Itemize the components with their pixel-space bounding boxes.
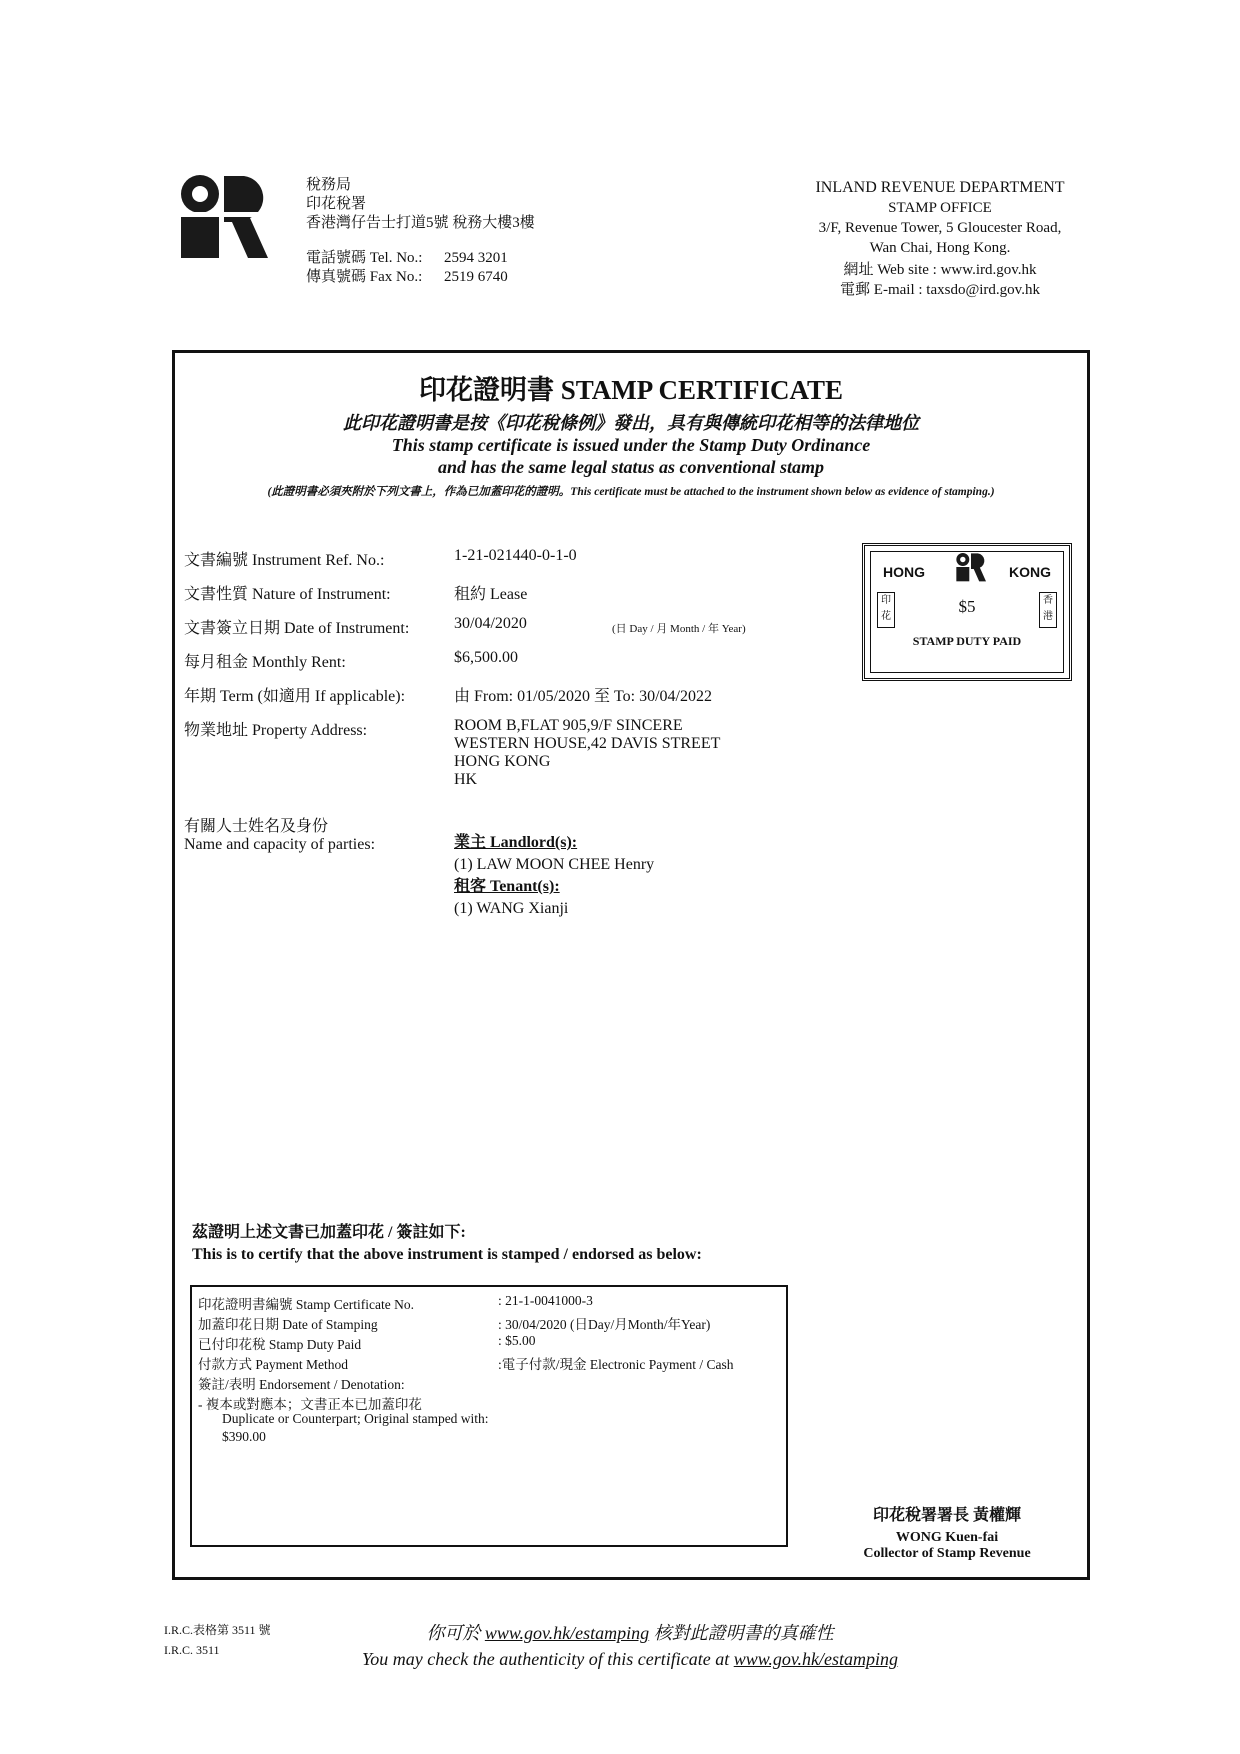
certify-statement [192, 1222, 702, 1266]
certificate-subtitle [172, 412, 1090, 503]
website[interactable]: 網址 Web site : www.ird.gov.hk [843, 262, 1037, 278]
fax-number: 2519 6740 [444, 269, 508, 285]
collector-signature [822, 1508, 1072, 1562]
subtitle-en-1: This stamp certificate is issued under the Stamp Duty Ordinance [391, 435, 871, 455]
endorsement-zh: - 複本或對應本；文書正本已加蓋印花 [198, 1397, 422, 1412]
parties-label-en: Name and capacity of parties: [184, 836, 376, 853]
date-label: 文書簽立日期 Date of Instrument: [184, 620, 410, 637]
address-line: HONG KONG [454, 753, 551, 770]
landlord-heading: 業主 Landlord(s): [454, 834, 578, 851]
tenant-name: (1) WANG Xianji [454, 900, 569, 917]
office-en: STAMP OFFICE [888, 200, 992, 216]
parties-label-zh: 有關人士姓名及身份 [184, 818, 329, 835]
office-zh: 印花稅署 [306, 196, 367, 212]
fax-label: 傳真號碼 Fax No.: [306, 269, 423, 285]
address-line: HK [454, 771, 478, 788]
address-line: WESTERN HOUSE,42 DAVIS STREET [454, 735, 721, 752]
date-value: 30/04/2020 [454, 615, 527, 632]
collector-zh: 印花稅署署長 黃權輝 [872, 1507, 1021, 1524]
ird-logo [178, 172, 270, 260]
estamping-link-zh[interactable]: www.gov.hk/estamping [484, 1623, 650, 1643]
form-number [164, 1620, 271, 1660]
stamp-amount: $5 [958, 597, 976, 616]
subtitle-zh: 此印花證明書是按《印花稅條例》發出，具有與傳統印花相等的法律地位 [343, 413, 919, 433]
address-en-2: Wan Chai, Hong Kong. [869, 240, 1011, 256]
endorsement-amount: $390.00 [222, 1429, 266, 1444]
check-en: You may check the authenticity of this certificate at [361, 1649, 734, 1669]
tenant-heading: 租客 Tenant(s): [454, 878, 560, 895]
stamping-date-value: : 30/04/2020 (日Day/月Month/年Year) [498, 1317, 711, 1332]
stamp-paid-label: STAMP DUTY PAID [912, 634, 1022, 648]
estamping-link-en[interactable]: www.gov.hk/estamping [733, 1649, 899, 1669]
nature-label: 文書性質 Nature of Instrument: [184, 586, 391, 603]
stamp-right-mark: 香港 [1039, 592, 1057, 628]
collector-name: WONG Kuen-fai [895, 1530, 999, 1545]
address-label: 物業地址 Property Address: [184, 722, 368, 739]
dept-zh: 稅務局 [306, 177, 352, 193]
stamping-details-box [190, 1285, 788, 1547]
parties-label [184, 818, 375, 854]
property-address [454, 717, 720, 789]
form-number-zh: I.R.C.表格第 3511 號 [164, 1623, 271, 1637]
cert-no-label: 印花證明書編號 Stamp Certificate No. [198, 1297, 414, 1312]
stamping-date-label: 加蓋印花日期 Date of Stamping [198, 1317, 378, 1332]
header-right [790, 178, 1090, 300]
endorsement-label: 簽註/表明 Endorsement / Denotation: [198, 1377, 405, 1392]
payment-method-value: :電子付款/現金 Electronic Payment / Cash [498, 1357, 734, 1372]
duty-paid-value: : $5.00 [498, 1333, 536, 1348]
stamp-kong: KONG [1009, 564, 1051, 580]
ref-label: 文書編號 Instrument Ref. No.: [184, 552, 385, 569]
landlord-name: (1) LAW MOON CHEE Henry [454, 856, 655, 873]
rent-label: 每月租金 Monthly Rent: [184, 654, 346, 671]
ref-value: 1-21-021440-0-1-0 [454, 547, 577, 564]
subtitle-en-2: and has the same legal status as conventional stamp [437, 457, 825, 477]
check-zh-pre: 你可於 [426, 1623, 485, 1643]
tel-label: 電話號碼 Tel. No.: [306, 250, 423, 266]
parties-value [454, 832, 654, 920]
stamp-duty-paid-stamp [862, 543, 1072, 681]
certify-zh: 茲證明上述文書已加蓋印花 / 簽註如下: [192, 1224, 466, 1241]
payment-method-label: 付款方式 Payment Method [198, 1357, 348, 1372]
address-zh: 香港灣仔告士打道5號 稅務大樓3樓 [306, 215, 535, 231]
authenticity-note [290, 1620, 970, 1672]
endorsement-en: Duplicate or Counterpart; Original stamped with: [222, 1411, 489, 1426]
certificate-title: 印花證明書 STAMP CERTIFICATE [418, 375, 844, 405]
address-line: ROOM B,FLAT 905,9/F SINCERE [454, 717, 683, 734]
rent-value: $6,500.00 [454, 649, 518, 666]
date-format: (日 Day / 月 Month / 年 Year) [612, 623, 746, 635]
header-left [306, 176, 535, 287]
stamp-left-mark: 印花 [877, 592, 895, 628]
collector-title: Collector of Stamp Revenue [863, 1546, 1031, 1561]
address-en-1: 3/F, Revenue Tower, 5 Gloucester Road, [818, 220, 1062, 236]
check-zh-post: 核對此證明書的真確性 [649, 1623, 834, 1643]
duty-paid-label: 已付印花稅 Stamp Duty Paid [198, 1337, 362, 1352]
form-number-en: I.R.C. 3511 [164, 1643, 220, 1657]
stamp-hong: HONG [883, 564, 925, 580]
attachment-note: (此證明書必須夾附於下列文書上，作為已加蓋印花的證明。This certificate must be attached to the instrument shown below as evidence of stamping.) [267, 486, 995, 498]
tel-number: 2594 3201 [444, 250, 508, 266]
email[interactable]: 電郵 E-mail : taxsdo@ird.gov.hk [840, 282, 1040, 298]
term-label: 年期 Term (如適用 If applicable): [184, 688, 406, 705]
nature-value: 租約 Lease [454, 586, 528, 603]
certify-en: This is to certify that the above instrument is stamped / endorsed as below: [192, 1246, 702, 1263]
stamp-logo-icon [954, 552, 988, 582]
term-value: 由 From: 01/05/2020 至 To: 30/04/2022 [454, 688, 713, 705]
cert-no-value: : 21-1-0041000-3 [498, 1293, 593, 1308]
dept-en: INLAND REVENUE DEPARTMENT [815, 179, 1065, 196]
